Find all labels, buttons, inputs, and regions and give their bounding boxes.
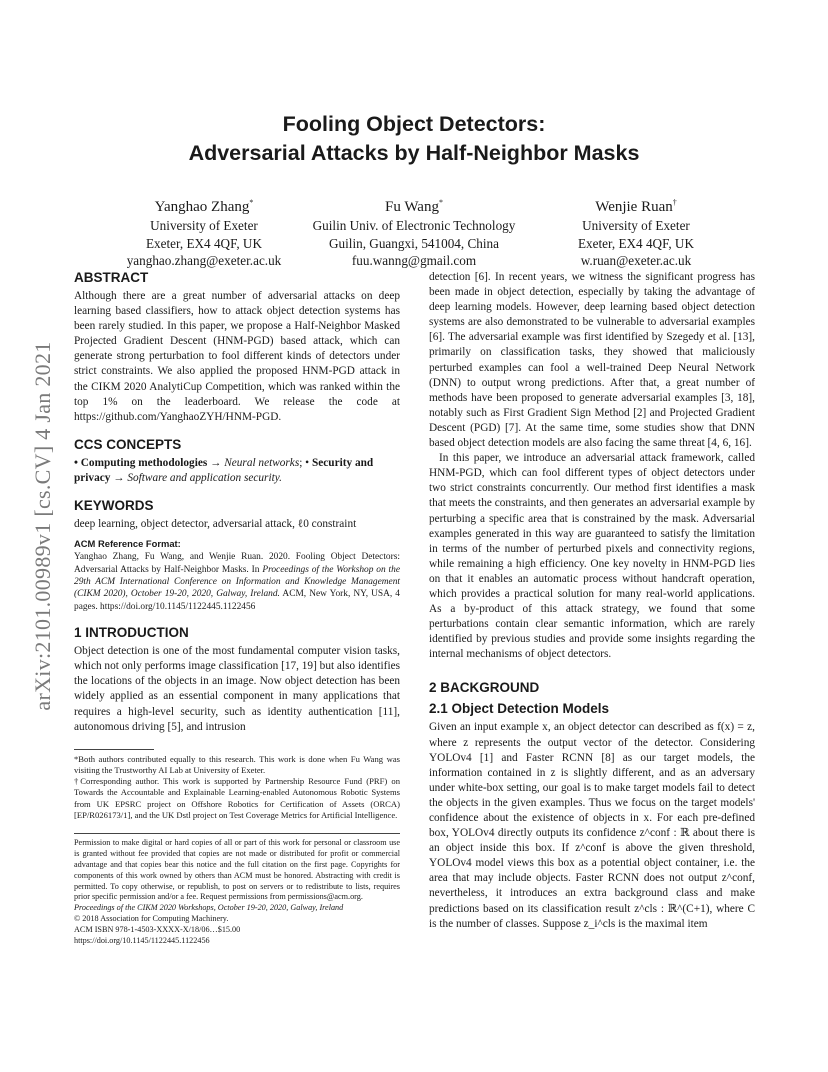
abstract-text: Although there are a great number of adversarial attacks on deep learning based classifiers, how to attack object detection systems has been rarely studied. In this paper, we propose a Half-Neighbor Masked Projected Gradient Descent (HNM-PGD) based attack, which can generate strong perturbation to fool different kinds of detectors under strict constraints. We also applied the proposed HNM-PGD attack in the CIKM 2020 AnalytiCup Competition, which was ranked within the top 1% on the leaderboard. We release the code at https://github.com/YanghaoZYH/HNM-PGD.	[74, 290, 400, 423]
author-block-3	[536, 193, 736, 270]
acm-ref-italic: Proceedings of the Workshop on the 29th ACM International Conference on Information and Knowledge Management (CIKM 2020), October 19-20, 2020, Galway, Ireland.	[74, 564, 400, 600]
background-subheading: 2.1 Object Detection Models	[429, 701, 610, 717]
intro-text-left: Object detection is one of the most fundamental computer vision tasks, which not only performs image classification [17, 19] but also identifies the locations of the objects in an image. Now object detection has been widely applied as an essential component in many applications that requires a high-level security, such as identity authentication [11], autonomous driving [5], and intrusion	[74, 645, 400, 733]
permission-text: Permission to make digital or hard copies of all or part of this work for personal or classroom use is granted without fee provided that copies are not made or distributed for profit or commercial advantage and that copies bear this notice and the full citation on the first page. Copyrights for components of this work owned by others than ACM must be honored. Abstracting with credit is permitted. To copy otherwise, or republish, to post on servers or to redistribute to lists, requires prior specific permission and/or a fee. Request permissions from permissions@acm.org.	[74, 837, 400, 902]
author-name: Wenjie Ruan	[595, 199, 673, 215]
ccs-sep: ; •	[299, 456, 312, 469]
arxiv-identifier-text: arXiv:2101.00989v1 [cs.CV] 4 Jan 2021	[30, 341, 55, 711]
author-address: Guilin, Guangxi, 541004, China	[329, 235, 499, 251]
author-email: fuu.wanng@gmail.com	[351, 253, 477, 268]
isbn-text: ACM ISBN 978-1-4503-XXXX-X/18/06…$15.00	[74, 925, 241, 935]
ccs-text	[74, 456, 400, 486]
arxiv-identifier	[28, 296, 58, 756]
proceedings-text: Proceedings of the CIKM 2020 Workshops, October 19-20, 2020, Galway, Ireland	[74, 903, 344, 913]
ccs-heading: CCS CONCEPTS	[74, 436, 182, 452]
author-email: w.ruan@exeter.ac.uk	[580, 253, 692, 268]
author-block-1	[104, 193, 304, 270]
acm-ref-pre: Yanghao Zhang, Fu Wang, and Wenjie Ruan. 2020. Fooling Object Detectors: Adversarial Attacks by Half-Neighbor Masks. In	[74, 552, 400, 575]
author-affiliation: University of Exeter	[582, 218, 690, 233]
left-column	[74, 270, 400, 947]
author-mark: *	[438, 198, 443, 207]
author-affiliation: University of Exeter	[150, 218, 258, 233]
keywords-text: deep learning, object detector, adversarial attack, ℓ0 constraint	[74, 518, 357, 531]
author-email: yanghao.zhang@exeter.ac.uk	[126, 253, 282, 268]
abstract-heading: ABSTRACT	[74, 270, 149, 285]
intro-text-right-2: In this paper, we introduce an adversarial attack framework, called HNM-PGD, which can fool different types of object detectors under two strict constraints concurrently. Our method first identifies a mask that meets the constraints, and then generates an adversarial example by perturbing a specific area that is constrained by the mask. Adversarial examples generated in this way are guaranteed to satisfy the limitation in terms of the number of perturbed pixels and connectivity regions, while remaining a high efficiency. One key novelty in HNM-PGD lies on that it enables an automatic process without handcraft operation, which provides a practical solution for many real-world applications. As a by-product of this attack strategy, we found that some perturbations contain clear semantic information, which are rarely identified by previous studies and provide some insights regarding the internal mechanisms of object detectors.	[429, 452, 755, 661]
author-mark: *	[249, 198, 254, 207]
keywords-heading: KEYWORDS	[74, 498, 154, 514]
background-text: Given an input example x, an object detector can described as f(x) = z, where z represents the output vector of the detector. Considering YOLOv4 [1] and Faster RCNN [8] as our target models, the information contained in z is slightly different, and as an adversary under white-box setting, our goal is to make target models fail to detect the objects in the given examples. Thus we focus on the target models' confidence about the existence of objects in x. For each pre-defined box, YOLOv4 directly outputs its confidence z^conf : ℝ about there is an object inside this box. If z^conf is above the given threshold, YOLOv4 model views this box as a potential object container, i.e. the area that may include objects. Faster RCNN does not output z^conf, nevertheless, it introduces an extra background class and make predictions based on its classification result z^cls : ℝ^(C+1), where C is the number of classes. Suppose z_i^cls is the maximal item	[429, 721, 755, 930]
ccs-sub-1: Neural networks	[224, 456, 300, 469]
author-block-2	[294, 193, 534, 270]
ccs-sub-2: Software and application security.	[127, 471, 282, 484]
footnote-rule	[74, 749, 154, 750]
acm-ref-post: ACM, New York, NY, USA, 4 pages. https://doi.org/10.1145/1122445.1122456	[74, 589, 400, 612]
footnote-2: †Corresponding author. This work is supported by Partnership Resource Fund (PRF) on Towards the Accountable and Explainable Learning-enabled Autonomous Robotic Systems from UK EPSRC project on Offshore Robotics for Certification of Assets (ORCA) [EP/R026173/1], and the UK Dstl project on Test Coverage Metrics for Artificial Intelligence.	[74, 776, 400, 820]
author-name: Fu Wang	[385, 199, 439, 215]
copyright-text: © 2018 Association for Computing Machinery.	[74, 914, 229, 924]
footnote-1: *Both authors contributed equally to this research. This work is done when Fu Wang was visiting the Trustworthy AI Lab at University of Exeter.	[74, 753, 400, 775]
background-heading: 2 BACKGROUND	[429, 680, 540, 696]
acm-ref-heading: ACM Reference Format:	[74, 538, 181, 550]
title-line-1: Fooling Object Detectors:	[282, 112, 546, 136]
intro-text-right-1: detection [6]. In recent years, we witness the significant progress has been made in object detection, especially by taking the advantage of deep learning models. However, deep learning based object detection systems are also demonstrated to be vulnerable to adversarial examples [6]. The adversarial example was first identified by Szegedy et al. [13], primarily on classification tasks, they showed that maliciously perturbed examples can fool a well-trained Deep Neural Network (DNN) to output wrong predictions. After that, a great number of methods have been proposed to generate adversarial examples [3, 18], notably such as First Gradient Sign Method [2] and Projected Gradient Descent (PGD) [7]. At the same time, some studies show that DNN based object detection models are also facing the same threat [4, 6, 16].	[429, 271, 755, 450]
author-address: Exeter, EX4 4QF, UK	[146, 235, 262, 251]
author-mark: †	[672, 198, 677, 207]
doi-text: https://doi.org/10.1145/1122445.1122456	[74, 936, 210, 946]
permission-rule	[74, 833, 400, 834]
acm-ref-text	[74, 551, 400, 613]
right-column	[429, 270, 755, 932]
author-affiliation: Guilin Univ. of Electronic Technology	[312, 218, 516, 233]
ccs-concept-2: Security and privacy	[74, 456, 374, 484]
author-address: Exeter, EX4 4QF, UK	[578, 235, 694, 251]
ccs-arrow: →	[207, 456, 225, 469]
intro-heading: 1 INTRODUCTION	[74, 625, 189, 641]
ccs-arrow: →	[110, 471, 128, 484]
paper-title	[0, 110, 828, 168]
ccs-concept-1: • Computing methodologies	[74, 456, 208, 469]
author-name: Yanghao Zhang	[154, 199, 250, 215]
title-line-2: Adversarial Attacks by Half-Neighbor Masks	[188, 141, 640, 165]
